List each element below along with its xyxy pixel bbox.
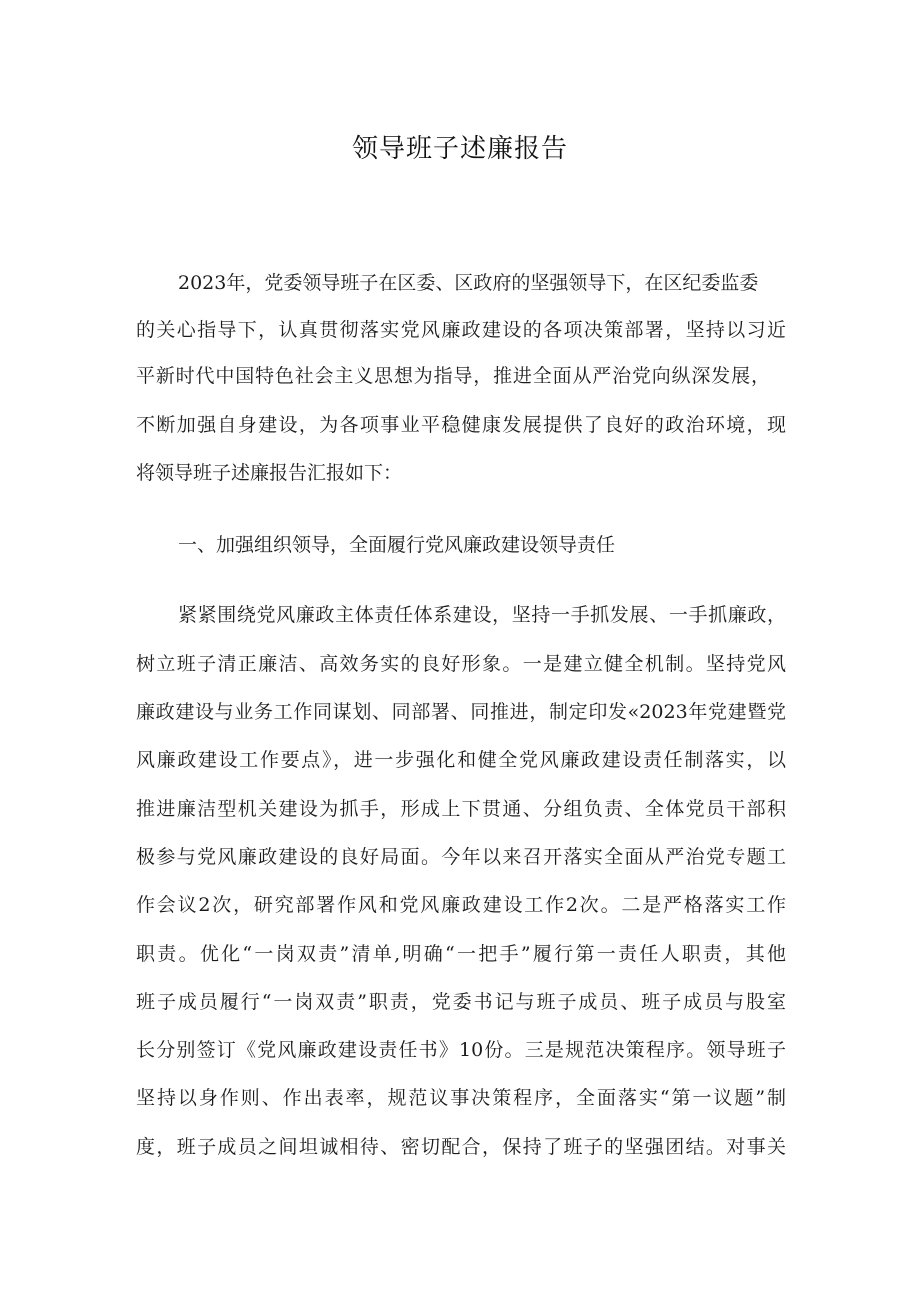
body-line-9: 班子成员履行“一岗双责”职责，党委书记与班子成员、班子成员与股室 bbox=[136, 991, 786, 1013]
body-line-5: 推进廉洁型机关建设为抓手，形成上下贯通、分组负责、全体党员干部积 bbox=[136, 798, 786, 820]
intro-line-3: 平新时代中国特色社会主义思想为指导，推进全面从严治党向纵深发展， bbox=[136, 365, 770, 387]
body-line-6: 极参与党风廉政建设的良好局面。今年以来召开落实全面从严治党专题工 bbox=[136, 846, 786, 868]
body-line-11: 坚持以身作则、作出表率，规范议事决策程序，全面落实“第一议题”制 bbox=[136, 1087, 786, 1109]
intro-line-1: 2023年，党委领导班子在区委、区政府的坚强领导下，在区纪委监委 bbox=[178, 272, 759, 294]
body-line-12: 度，班子成员之间坦诚相待、密切配合，保持了班子的坚强团结。对事关 bbox=[136, 1136, 786, 1158]
body-line-1: 紧紧围绕党风廉政主体责任体系建设，坚持一手抓发展、一手抓廉政， bbox=[178, 604, 786, 626]
body-line-2: 树立班子清正廉洁、高效务实的良好形象。一是建立健全机制。坚持党风 bbox=[136, 653, 786, 675]
body-line-10: 长分别签订《党风廉政建设责任书》10份。三是规范决策程序。领导班子 bbox=[136, 1039, 786, 1061]
intro-line-4: 不断加强自身建设，为各项事业平稳健康发展提供了良好的政治环境，现 bbox=[136, 414, 786, 436]
body-line-7: 作会议2次，研究部署作风和党风廉政建设工作2次。二是严格落实工作 bbox=[136, 894, 786, 916]
body-line-8: 职责。优化“一岗双责”清单,明确“一把手”履行第一责任人职责，其他 bbox=[136, 943, 786, 965]
section-heading: 一、加强组织领导，全面履行党风廉政建设领导责任 bbox=[178, 534, 616, 556]
document-title: 领导班子述廉报告 bbox=[351, 134, 568, 164]
intro-line-2: 的关心指导下，认真贯彻落实党风廉政建设的各项决策部署，坚持以习近 bbox=[136, 319, 786, 341]
body-line-4: 风廉政建设工作要点》，进一步强化和健全党风廉政建设责任制落实，以 bbox=[136, 749, 786, 771]
body-line-3: 廉政建设与业务工作同谋划、同部署、同推进，制定印发«2023年党建暨党 bbox=[136, 701, 786, 723]
intro-line-5: 将领导班子述廉报告汇报如下： bbox=[136, 462, 403, 484]
